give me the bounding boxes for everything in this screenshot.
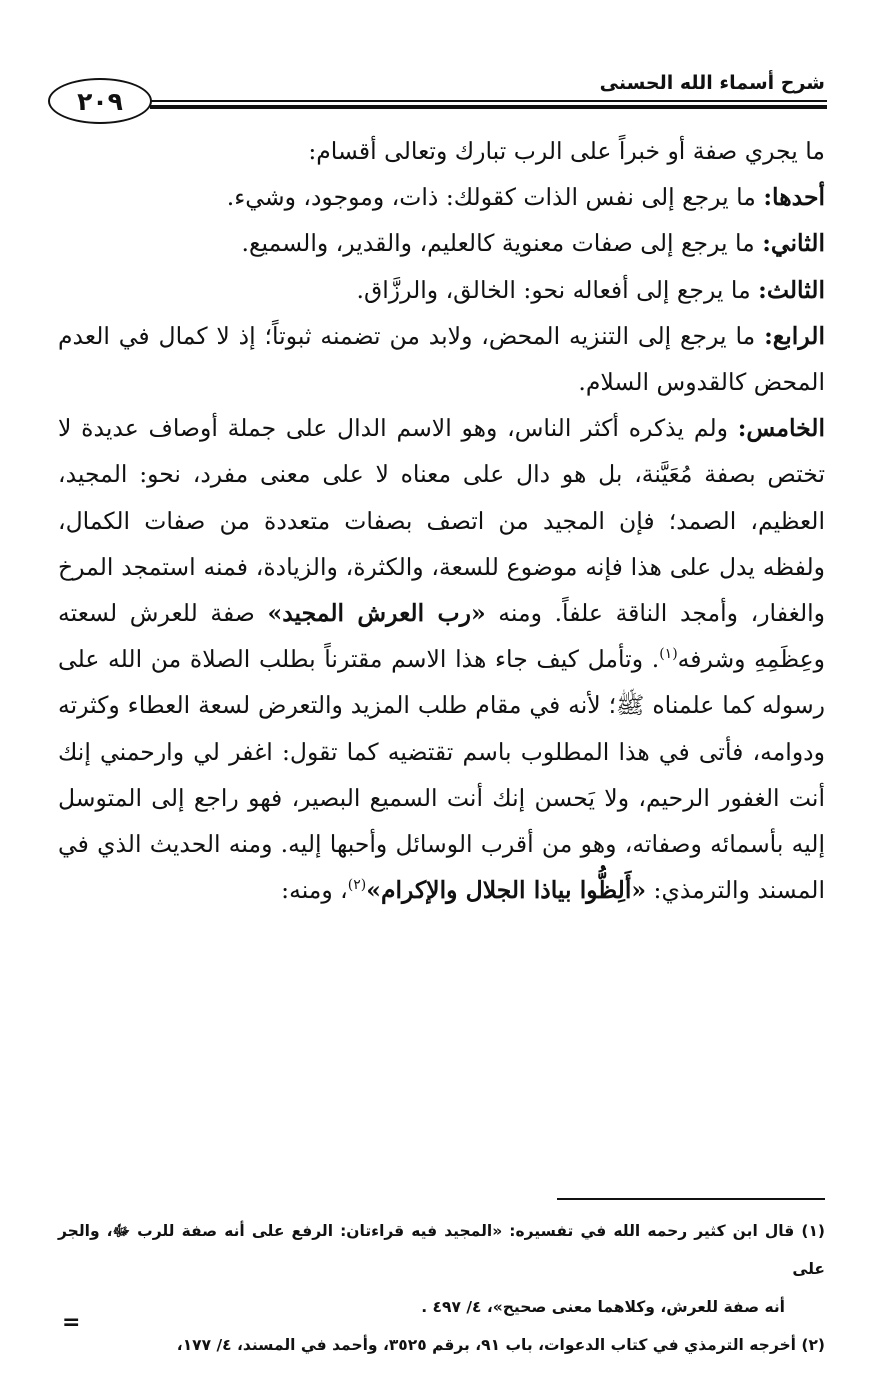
paragraph-second: [58, 220, 825, 266]
text-fifth-1: ولم يذكره أكثر الناس، وهو الاسم الدال على جملة أوصاف عديدة لا تختص بصفة مُعَيَّنة، بل هو دال على معناه لا على معنى مفرد، نحو: المجيد، العظيم، الصمد؛ فإن المجيد من اتصف بصفات متعددة من صفات الكمال، ولفظه يدل على هذا فإنه موضوع للسعة، والكثرة، والزيادة، فمنه استمجد المرخ والغفار، وأمجد الناقة علفاً. ومنه: [58, 414, 825, 628]
quote-rab-al-arsh: «رب العرش المجيد»: [267, 599, 486, 628]
footnote-1-line-2: أنه صفة للعرش، وكلاهما معنى صحيح»، ٤/ ٤٩٧ .: [421, 1298, 785, 1316]
footnote-separator: [557, 1198, 825, 1200]
text-fourth: ما يرجع إلى التنزيه المحض، ولابد من تضمنه ثبوتاً؛ إذ لا كمال في العدم المحض كالقدوس السلام.: [58, 321, 825, 397]
text-second: ما يرجع إلى صفات معنوية كالعليم، والقدير، والسميع.: [241, 229, 763, 258]
page-number: ٢٠٩: [48, 78, 152, 124]
continuation-mark: =: [62, 1310, 81, 1335]
paragraph-fifth: [58, 405, 825, 913]
footnote-ref-2[interactable]: (٢): [347, 877, 367, 894]
header-rule: [150, 100, 827, 102]
footnote-ref-1[interactable]: (١): [659, 646, 678, 663]
text-fifth-2: صفة للعرش لسعته وعِظَمِهِ وشرفه: [58, 599, 825, 674]
footnote-1-line-1: (١) قال ابن كثير رحمه الله في تفسيره: «المجيد فيه قراءتان: الرفع على أنه صفة للرب ﷻ، والجر على: [58, 1222, 825, 1278]
footnote-2-line-1: (٢) أخرجه الترمذي في كتاب الدعوات، باب ٩١، برقم ٣٥٢٥، وأحمد في المسند، ٤/ ١٧٧،: [176, 1336, 825, 1354]
text-fifth-3: . وتأمل كيف جاء هذا الاسم مقترناً بطلب الصلاة من الله على رسوله كما علمناه ﷺ؛ لأنه في مقام طلب المزيد والتعرض لسعة العطاء وكثرته ودوامه، فأتى في هذا المطلوب باسم تقتضيه كما تقول: اغفر لي وارحمني إنك أنت الغفور الرحيم، ولا يَحسن إنك أنت السميع البصير، فهو راجع إلى المتوسل إليه بأسمائه وصفاته، وهو من أقرب الوسائل وأحبها إليه. ومنه الحديث الذي في المسند والترمذي:: [58, 645, 825, 905]
lead-second: الثاني:: [762, 229, 825, 258]
running-title: شرح أسماء الله الحسنى: [599, 72, 825, 94]
lead-fifth: الخامس:: [737, 414, 825, 443]
lead-fourth: الرابع:: [764, 321, 825, 350]
text-first: ما يرجع إلى نفس الذات كقولك: ذات، وموجود، وشيء.: [226, 183, 764, 212]
lead-third: الثالث:: [758, 275, 825, 304]
footnotes: [58, 1212, 825, 1364]
text-third: ما يرجع إلى أفعاله نحو: الخالق، والرزَّاق.: [356, 275, 759, 304]
header-rule-thick: [150, 105, 827, 109]
paragraph-first: [58, 174, 825, 220]
quote-hadith: «أَلِظُّوا بياذا الجلال والإكرام»: [366, 876, 647, 905]
lead-first: أحدها:: [763, 183, 825, 212]
main-text: [58, 128, 825, 913]
intro-paragraph: ما يجري صفة أو خبراً على الرب تبارك وتعالى أقسام:: [308, 137, 825, 165]
paragraph-third: [58, 267, 825, 313]
paragraph-fourth: [58, 313, 825, 405]
text-fifth-4: ، ومنه:: [281, 876, 348, 905]
